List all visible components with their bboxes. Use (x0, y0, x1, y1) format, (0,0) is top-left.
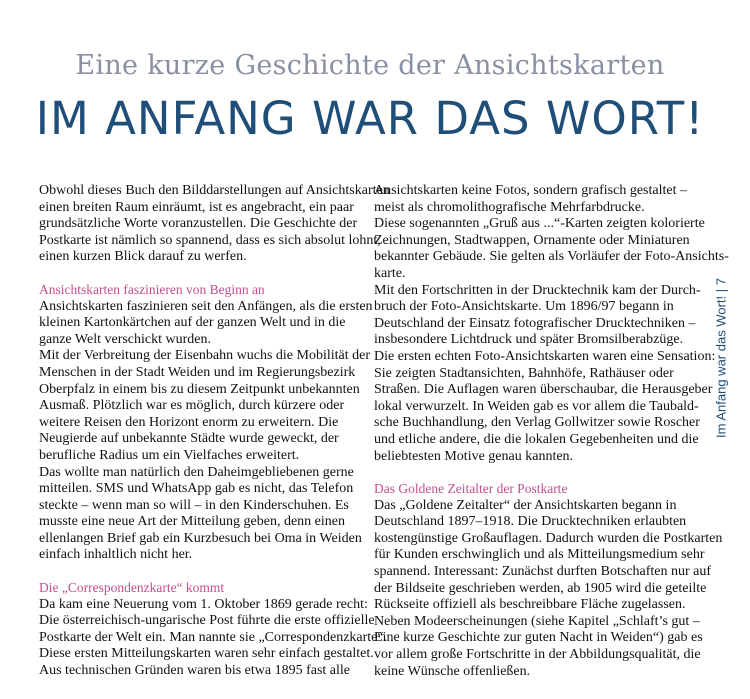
text-line: bekannter Gebäude. Sie gelten als Vorläufer der Foto-Ansichts- (374, 249, 729, 265)
text-line: sche Buchhandlung, den Verlag Gollwitzer sowie Roscher (374, 415, 700, 431)
page-subtitle: Eine kurze Geschichte der Ansichtskarten (75, 50, 665, 81)
text-line: mitteilen. SMS und WhatsApp gab es nicht, das Telefon (39, 481, 354, 497)
text-line: beliebtesten Motive genau kannten. (374, 448, 574, 464)
text-line: kostengünstige Großauflagen. Dadurch wurden die Postkarten (374, 530, 723, 546)
text-line: spannend. Interessant: Zunächst durften Botschaften nur auf (374, 564, 712, 580)
text-line: Ansichtskarten keine Fotos, sondern grafisch gestaltet – (374, 183, 687, 198)
section-body-correspondenzkarte (39, 596, 388, 680)
text-line: ellenlangen Brief gab ein Kurzbesuch bei Oma in Weiden (39, 530, 362, 546)
text-line: meist als chromolithografische Mehrfarbdrucke. (374, 199, 645, 215)
running-head-text: Im Anfang war das Wort! | 7 (713, 278, 729, 438)
section-heading-golden-age: Das Goldene Zeitalter der Postkarte (374, 481, 568, 497)
text-line: einen kurzen Blick darauf zu werfen. (39, 249, 247, 265)
text-line: Deutschland 1897–1918. Die Drucktechniken erlaubten (374, 514, 687, 530)
text-line: keine Wünsche offenließen. (374, 663, 531, 679)
text-line: Aus technischen Gründen waren bis etwa 1895 fast alle (39, 663, 351, 679)
section-body-golden-age (374, 497, 723, 681)
text-line: einfach inhaltlich nicht her. (39, 547, 193, 563)
text-line: Menschen in der Stadt Weiden und im Regierungsbezirk (39, 364, 356, 380)
text-line: ganze Welt verschickt wurden. (39, 331, 211, 347)
text-line: Rückseite offiziell als beschreibbare Fläche zugelassen. (374, 597, 686, 613)
text-line: Die österreichisch-ungarische Post führte die erste offizielle (39, 613, 375, 629)
section-heading-fascination: Ansichtskarten faszinieren von Beginn an (39, 281, 265, 297)
text-line: für Kunden erschwinglich und als Mitteilungsmedium sehr (374, 547, 705, 563)
text-line: Postkarte der Welt ein. Man nannte sie „Correspondenzkarte“. (39, 629, 388, 645)
text-line: karte. (374, 265, 406, 281)
text-line: Postkarte ist nämlich so spannend, dass es sich absolut lohnt, (39, 232, 381, 248)
section-heading-correspondenzkarte: Die „Correspondenzkarte“ kommt (39, 580, 225, 596)
text-line: steckte – wenn man so will – in den Kinderschuhen. Es (39, 497, 349, 513)
text-line: Mit den Fortschritten in der Drucktechnik kam der Durch- (374, 282, 701, 298)
text-line: berufliche Radius um ein Vielfaches erweitert. (39, 447, 300, 463)
text-line: Deutschland der Einsatz fotografischer Drucktechniken – (374, 315, 696, 331)
running-head (711, 238, 731, 478)
text-line: Neugierde auf unbekannte Städte wurde geweckt, der (39, 431, 339, 447)
page-title: IM ANFANG WAR DAS WORT! (35, 92, 705, 145)
text-line: lokal verwurzelt. In Weiden gab es vor allem die Taubald- (374, 398, 699, 414)
text-line: einen breiten Raum einräumt, ist es angebracht, ein paar (39, 199, 354, 215)
text-line: bruch der Foto-Ansichtskarte. Um 1896/97 begann in (374, 299, 674, 315)
text-line: Ausmaß. Plötzlich war es möglich, durch kürzere oder (39, 398, 345, 414)
text-line: Diese sogenannten „Gruß aus ...“-Karten zeigten kolorierte (374, 216, 705, 232)
left-column (39, 183, 390, 680)
text-line: Mit der Verbreitung der Eisenbahn wuchs die Mobilität der (39, 348, 370, 364)
text-line: Die ersten echten Foto-Ansichtskarten waren eine Sensation: (374, 348, 716, 364)
text-line: Zeichnungen, Stadtwappen, Ornamente oder Miniaturen (374, 232, 690, 248)
text-line: kleinen Kartonkärtchen auf der ganzen Welt und in die (39, 315, 346, 331)
text-line: Ansichtskarten faszinieren seit den Anfängen, als die ersten (39, 298, 373, 314)
text-line: Diese ersten Mitteilungskarten waren sehr einfach gestaltet. (39, 646, 374, 662)
text-line: Eine kurze Geschichte zur guten Nacht in Weiden“) gab es (374, 630, 703, 646)
text-line: insbesondere Lichtdruck und später Bromsilberabzüge. (374, 332, 684, 348)
text-line: Obwohl dieses Buch den Bilddarstellungen auf Ansichtskarten (39, 183, 390, 198)
text-line: musste eine neue Art der Mitteilung geben, denn einen (39, 514, 345, 530)
text-line: Straßen. Die Auflagen waren überschaubar, die Herausgeber (374, 382, 713, 398)
text-line: Sie zeigten Stadtansichten, Bahnhöfe, Rathäuser oder (374, 365, 674, 381)
text-line: der Bildseite geschrieben werden, ab 1905 wird die geteilte (374, 580, 707, 596)
intro-paragraph (39, 183, 390, 266)
text-line: Oberpfalz in einem bis zu diesem Zeitpunkt unbekannten (39, 381, 360, 397)
section-body-fascination (39, 298, 373, 565)
text-line: Das „Goldene Zeitalter“ der Ansichtskarten begann in (374, 497, 677, 513)
text-line: Neben Modeerscheinungen (siehe Kapitel „Schlaft’s gut – (374, 613, 700, 629)
text-line: und etliche andere, die die lokalen Gegebenheiten und die (374, 431, 699, 447)
text-line: vor allem große Fortschritte in der Abbildungsqualität, die (374, 647, 701, 663)
text-line: Da kam eine Neuerung vom 1. Oktober 1869 gerade recht: (39, 596, 368, 612)
text-line: grundsätzliche Worte voranzustellen. Die Geschichte der (39, 216, 358, 232)
text-line: weitere Reisen den Horizont enorm zu erweitern. Die (39, 414, 339, 430)
text-line: Das wollte man natürlich den Daheimgebliebenen gerne (39, 464, 354, 480)
